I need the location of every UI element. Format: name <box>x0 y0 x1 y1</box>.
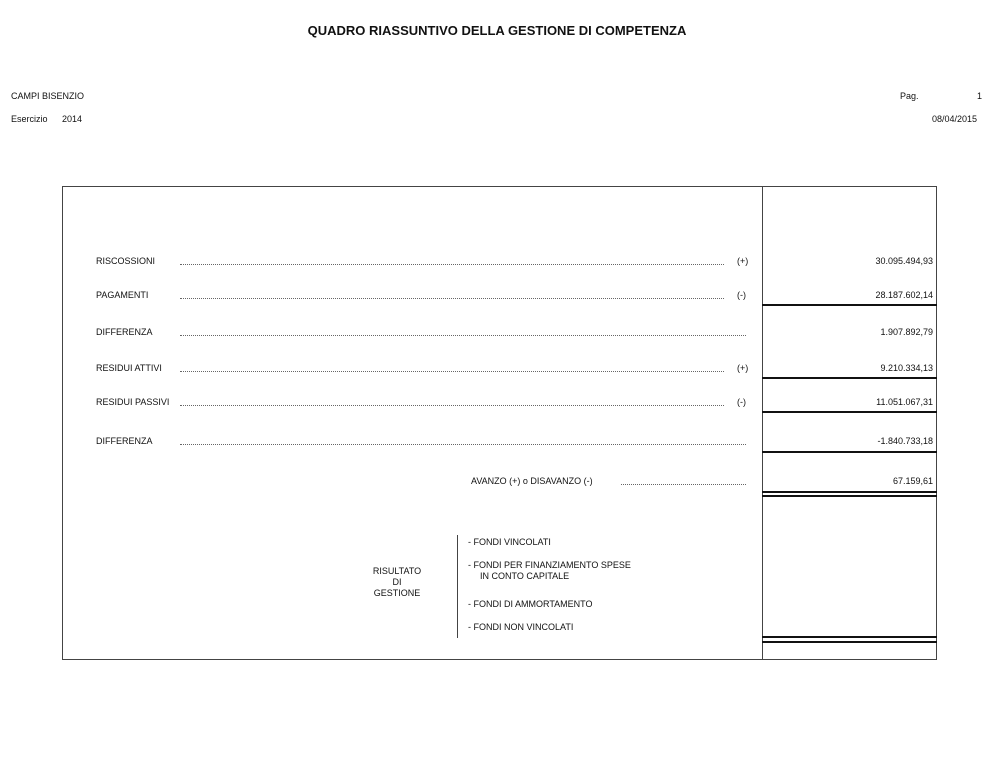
row-label: RESIDUI PASSIVI <box>96 397 170 407</box>
row-sign: (+) <box>737 256 749 266</box>
row-value: -1.840.733,18 <box>877 436 933 446</box>
row-label: DIFFERENZA <box>96 436 153 446</box>
fondi-item: - FONDI VINCOLATI <box>468 537 551 547</box>
page-label: Pag. <box>900 91 919 101</box>
row-value: 11.051.067,31 <box>876 397 933 407</box>
row-label: RISCOSSIONI <box>96 256 156 266</box>
year-label: Esercizio <box>11 114 48 124</box>
year: 2014 <box>62 114 83 124</box>
page-number: 1 <box>977 91 983 101</box>
row-sign: (-) <box>737 397 746 407</box>
row-sign: (-) <box>737 290 746 300</box>
bracket-line <box>457 535 458 638</box>
fondi-item: - FONDI DI AMMORTAMENTO <box>468 599 593 609</box>
avanzo-value: 67.159,61 <box>892 476 933 486</box>
row-label: PAGAMENTI <box>96 290 149 300</box>
page-title: QUADRO RIASSUNTIVO DELLA GESTIONE DI COMPETENZA <box>307 23 687 38</box>
print-date: 08/04/2015 <box>932 114 978 124</box>
row-value: 1.907.892,79 <box>880 327 933 337</box>
avanzo-label: AVANZO (+) o DISAVANZO (-) <box>471 476 593 486</box>
row-value: 9.210.334,13 <box>880 363 933 373</box>
risultato-line1: RISULTATO <box>372 566 422 576</box>
risultato-line3: GESTIONE <box>373 588 421 598</box>
entity-name: CAMPI BISENZIO <box>11 91 85 101</box>
row-value: 28.187.602,14 <box>875 290 933 300</box>
row-sign: (+) <box>737 363 749 373</box>
fondi-item: - FONDI NON VINCOLATI <box>468 622 574 632</box>
fondi-item: - FONDI PER FINANZIAMENTO SPESE <box>468 560 631 570</box>
row-label: DIFFERENZA <box>96 327 153 337</box>
row-value: 30.095.494,93 <box>875 256 933 266</box>
risultato-line2: DI <box>392 577 402 587</box>
fondi-item-cont: IN CONTO CAPITALE <box>480 571 570 581</box>
row-label: RESIDUI ATTIVI <box>96 363 162 373</box>
